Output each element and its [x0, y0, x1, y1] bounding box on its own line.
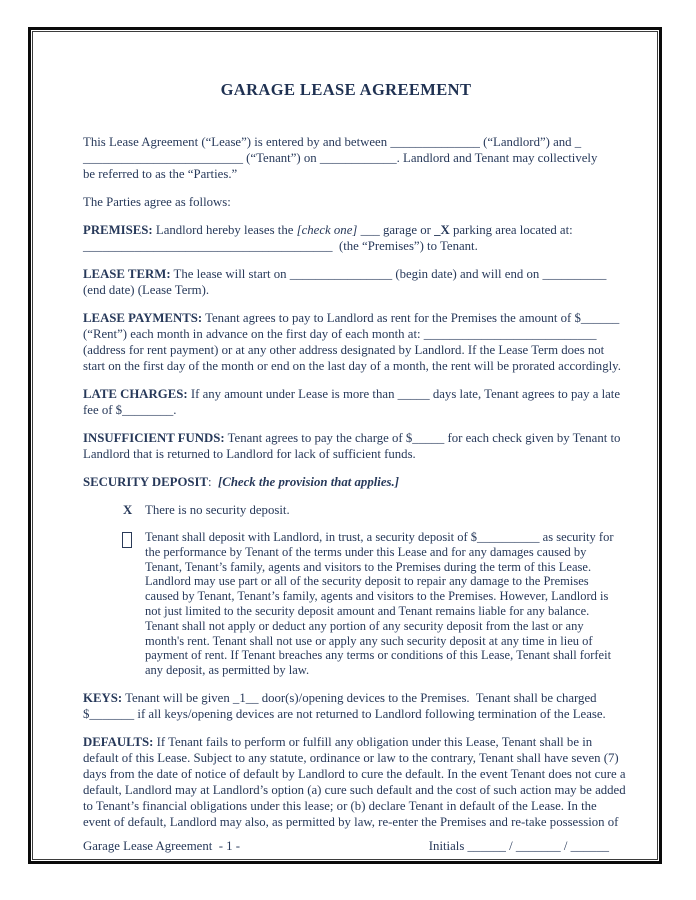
- paragraph-line: start on the first day of the month or end on the last day of a month, the rent will be prorated accordingly.: [83, 359, 621, 373]
- paragraph-line: to Tenant’s financial obligations under this lease; or (b) declare Tenant in default of the Lease. In the: [83, 798, 597, 813]
- paragraph-line: Landlord that is returned to Landlord for lack of sufficient funds.: [83, 447, 416, 461]
- x-selection-mark: _X: [434, 223, 450, 237]
- section-lease-payments: [83, 310, 621, 374]
- paragraph-line: any deposit, as permitted by law.: [145, 663, 310, 678]
- paragraph-line: [83, 430, 621, 446]
- check-provision-instruction: [Check the provision that applies.]: [218, 475, 399, 489]
- paragraph-line: Tenant, Tenant’s family, agents and visitors to the Premises during the term of this Lease.: [145, 559, 592, 574]
- section-label: SECURITY DEPOSIT: [83, 475, 209, 489]
- checked-x-marker: X: [123, 503, 133, 517]
- section-label: PREMISES:: [83, 223, 153, 237]
- paragraph-line: This Lease Agreement (“Lease”) is entered by and between ______________ (“Landlord”) and _: [83, 135, 582, 149]
- paragraph-line: [83, 222, 609, 238]
- section-premises: [83, 222, 609, 254]
- paragraph-text: ___ garage or: [357, 223, 435, 237]
- section-lease-term: [83, 266, 609, 298]
- paragraph-text: :: [208, 475, 219, 489]
- paragraph-text: parking area located at:: [449, 223, 573, 237]
- paragraph-text: The lease will start on ________________ (begin date) and will end on __________: [170, 267, 607, 281]
- section-label: DEFAULTS:: [83, 734, 154, 749]
- paragraph-line: default of this Lease. Subject to any statute, ordinance or law to the contrary, Tenant shall have seven (7): [83, 750, 619, 765]
- section-label: KEYS:: [83, 690, 123, 705]
- paragraph-line: $_______ if all keys/opening devices are not returned to Landlord following termination of the Lease.: [83, 706, 606, 721]
- paragraph-line: Tenant shall not apply or deduct any portion of any security deposit from the last or any: [145, 618, 584, 633]
- paragraph-agree: [83, 194, 609, 210]
- paragraph-line: The Parties agree as follows:: [83, 195, 231, 209]
- paragraph-line: _________________________ (“Tenant”) on ____________. Landlord and Tenant may collectively: [83, 151, 598, 165]
- paragraph-line: default, Landlord may at Landlord’s option (a) cure such default and the cost of such action may be added: [83, 782, 626, 797]
- paragraph-line: Tenant shall deposit with Landlord, in trust, a security deposit of $__________ as security for: [145, 530, 614, 544]
- paragraph-intro: [83, 134, 609, 182]
- paragraph-line: not just limited to the security deposit amount and Tenant remains liable for any balance.: [145, 603, 590, 618]
- paragraph-line: Landlord may use part or all of the security deposit to repair any damage to the Premises: [145, 574, 589, 589]
- paragraph-line: [83, 386, 621, 402]
- section-label: LEASE TERM:: [83, 267, 171, 281]
- paragraph-line: the performance by Tenant of the terms under this Lease and for any damages caused by: [145, 544, 587, 559]
- page-border-frame: [28, 27, 662, 864]
- section-keys: [83, 690, 609, 722]
- paragraph-line: [83, 266, 609, 282]
- paragraph-line: There is no security deposit.: [145, 503, 290, 517]
- section-late-charges: [83, 386, 621, 418]
- paragraph-text: If Tenant fails to perform or fulfill any obligation under this Lease, Tenant shall be in: [153, 734, 593, 749]
- check-one-instruction: [check one]: [296, 223, 358, 237]
- section-insufficient-funds: [83, 430, 621, 462]
- footer-page-label: Garage Lease Agreement - 1 -: [83, 839, 241, 853]
- paragraph-line: [83, 690, 609, 706]
- paragraph-line: (address for rent payment) or at any other address designated by Landlord. If the Lease Term does not: [83, 343, 605, 357]
- section-label: LATE CHARGES:: [83, 387, 188, 401]
- paragraph-text: Tenant agrees to pay the charge of $_____ for each check given by Tenant to: [224, 431, 621, 445]
- page-border-inner-line: [32, 31, 658, 860]
- paragraph-text: Landlord hereby leases the: [152, 223, 297, 237]
- document-title: GARAGE LEASE AGREEMENT: [220, 80, 472, 99]
- paragraph-line: [83, 474, 609, 490]
- document-content: [83, 32, 626, 842]
- paragraph-line: payment of rent. If Tenant breaches any terms or conditions of this Lease, Tenant shall forfeit: [145, 648, 612, 663]
- section-defaults: [83, 734, 626, 830]
- section-label: INSUFFICIENT FUNDS:: [83, 431, 225, 445]
- paragraph-line: month's rent. Tenant shall not use or apply any such security deposit at any time in lieu of: [145, 633, 593, 648]
- paragraph-line: caused by Tenant, Tenant’s family, agents and visitors to the Premises. However, Landlord is: [145, 589, 609, 604]
- paragraph-line: event of default, Landlord may also, as permitted by law, re-enter the Premises and re-take possession of: [83, 814, 619, 829]
- section-security-deposit: [83, 474, 609, 490]
- option-no-security-deposit: [83, 502, 609, 518]
- paragraph-line: _______________________________________ (the “Premises”) to Tenant.: [83, 239, 478, 253]
- paragraph-line: fee of $________.: [83, 403, 177, 417]
- empty-checkbox-icon: [122, 532, 132, 548]
- option-security-deposit-clause: [83, 530, 614, 678]
- paragraph-line: [83, 734, 609, 750]
- paragraph-text: If any amount under Lease is more than _____ days late, Tenant agrees to pay a late: [187, 387, 621, 401]
- section-label: LEASE PAYMENTS:: [83, 311, 203, 325]
- page-footer: [83, 839, 609, 854]
- paragraph-line: [83, 310, 620, 326]
- paragraph-line: (end date) (Lease Term).: [83, 283, 210, 297]
- paragraph-line: be referred to as the “Parties.”: [83, 167, 238, 181]
- paragraph-text: Tenant agrees to pay to Landlord as rent for the Premises the amount of $______: [202, 311, 620, 325]
- paragraph-line: (“Rent”) each month in advance on the first day of each month at: ___________________________: [83, 327, 597, 341]
- paragraph-text: Tenant will be given _1__ door(s)/opening devices to the Premises. Tenant shall be charged: [122, 690, 597, 705]
- paragraph-line: days from the date of notice of default by Landlord to cure the default. In the event Tenant does not cure a: [83, 766, 626, 781]
- footer-initials-blanks: Initials ______ / _______ / ______: [428, 839, 609, 853]
